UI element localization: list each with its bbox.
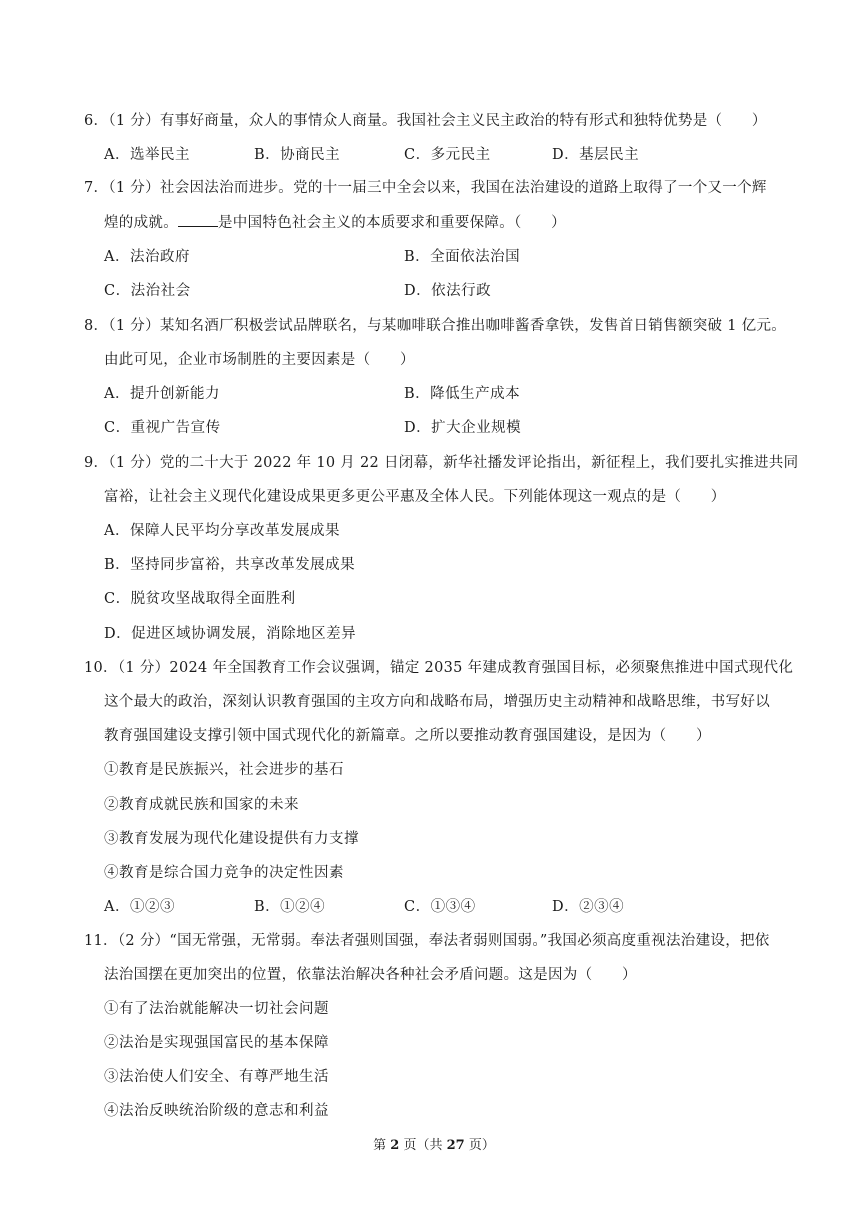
q6-option-a: A．选举民主 xyxy=(104,147,190,163)
q11-stem-line-2: 法治国摆在更加突出的位置，依靠法治解决各种社会矛盾问题。这是因为（ ） xyxy=(104,967,637,983)
q10-statement-3: ③教育发展为现代化建设提供有力支撑 xyxy=(104,831,359,847)
q11-statement-3: ③法治使人们安全、有尊严地生活 xyxy=(104,1069,329,1085)
q7-option-b: B．全面依法治国 xyxy=(404,249,521,265)
page-footer xyxy=(0,1137,868,1155)
q7-stem-line-2 xyxy=(104,212,566,233)
q6-stem: 6．（1 分）有事好商量，众人的事情众人商量。我国社会主义民主政治的特有形式和独特优势是（ ） xyxy=(84,113,767,129)
q9-option-b: B．坚持同步富裕，共享改革发展成果 xyxy=(104,557,356,573)
q8-option-b: B．降低生产成本 xyxy=(404,386,521,402)
q8-option-d: D．扩大企业规模 xyxy=(404,420,522,436)
q10-statement-4: ④教育是综合国力竞争的决定性因素 xyxy=(104,865,344,881)
q11-statement-4: ④法治反映统治阶级的意志和利益 xyxy=(104,1103,329,1119)
q7-option-a: A．法治政府 xyxy=(104,249,190,265)
q9-option-a: A．保障人民平均分享改革发展成果 xyxy=(104,523,340,539)
q6-option-d: D．基层民主 xyxy=(552,147,640,163)
q9-option-d: D．促进区域协调发展，消除地区差异 xyxy=(104,626,357,642)
q10-option-a: A．①②③ xyxy=(104,899,175,915)
q6-option-b: B．协商民主 xyxy=(254,147,341,163)
q11-statement-2: ②法治是实现强国富民的基本保障 xyxy=(104,1035,329,1051)
q7-answer-blank xyxy=(178,212,218,227)
q7-option-d: D．依法行政 xyxy=(404,283,492,299)
footer-prefix: 第 xyxy=(373,1138,391,1153)
q9-stem-line-1: 9．（1 分）党的二十大于 2022 年 10 月 22 日闭幕，新华社播发评论指出，新征程上，我们要扎实推进共同 xyxy=(84,455,799,471)
q9-stem-line-2: 富裕，让社会主义现代化建设成果更多更公平惠及全体人民。下列能体现这一观点的是（ ） xyxy=(104,489,726,505)
q7-option-c: C．法治社会 xyxy=(104,283,191,299)
q10-statement-1: ①教育是民族振兴，社会进步的基石 xyxy=(104,762,344,778)
footer-suffix: 页） xyxy=(464,1138,495,1153)
q10-option-b: B．①②④ xyxy=(254,899,326,915)
q10-option-d: D．②③④ xyxy=(552,899,625,915)
q8-stem-line-1: 8．（1 分）某知名酒厂积极尝试品牌联名，与某咖啡联合推出咖啡酱香拿铁，发售首日销售额突破 1 亿元。 xyxy=(84,318,787,334)
q10-option-c: C．①③④ xyxy=(404,899,476,915)
q7-stem-prefix: 煌的成就。 xyxy=(104,215,178,231)
q11-statement-1: ①有了法治就能解决一切社会问题 xyxy=(104,1001,329,1017)
q6-option-c: C．多元民主 xyxy=(404,147,491,163)
q11-stem-line-1: 11．（2 分）“国无常强，无常弱。奉法者强则国强，奉法者弱则国弱。”我国必须高度重视法治建设，把依 xyxy=(84,933,770,949)
q8-option-a: A．提升创新能力 xyxy=(104,386,220,402)
footer-mid: 页（共 xyxy=(399,1138,447,1153)
q9-option-c: C．脱贫攻坚战取得全面胜利 xyxy=(104,591,296,607)
q10-stem-line-2: 这个最大的政治，深刻认识教育强国的主攻方向和战略布局，增强历史主动精神和战略思维，书写好以 xyxy=(104,694,770,710)
q7-stem-suffix: 是中国特色社会主义的本质要求和重要保障。（ ） xyxy=(218,215,566,231)
q7-stem-line-1: 7．（1 分）社会因法治而进步。党的十一届三中全会以来，我国在法治建设的道路上取得了一个又一个辉 xyxy=(84,180,767,196)
footer-total-pages: 27 xyxy=(446,1138,465,1153)
q10-stem-line-3: 教育强国建设支撑引领中国式现代化的新篇章。之所以要推动教育强国建设，是因为（ ） xyxy=(104,728,711,744)
q10-stem-line-1: 10．（1 分）2024 年全国教育工作会议强调，锚定 2035 年建成教育强国目标，必须聚焦推进中国式现代化 xyxy=(84,660,794,676)
q8-option-c: C．重视广告宣传 xyxy=(104,420,221,436)
q8-stem-line-2: 由此可见，企业市场制胜的主要因素是（ ） xyxy=(104,352,415,368)
q10-statement-2: ②教育成就民族和国家的未来 xyxy=(104,797,299,813)
footer-page-number: 2 xyxy=(390,1138,400,1153)
